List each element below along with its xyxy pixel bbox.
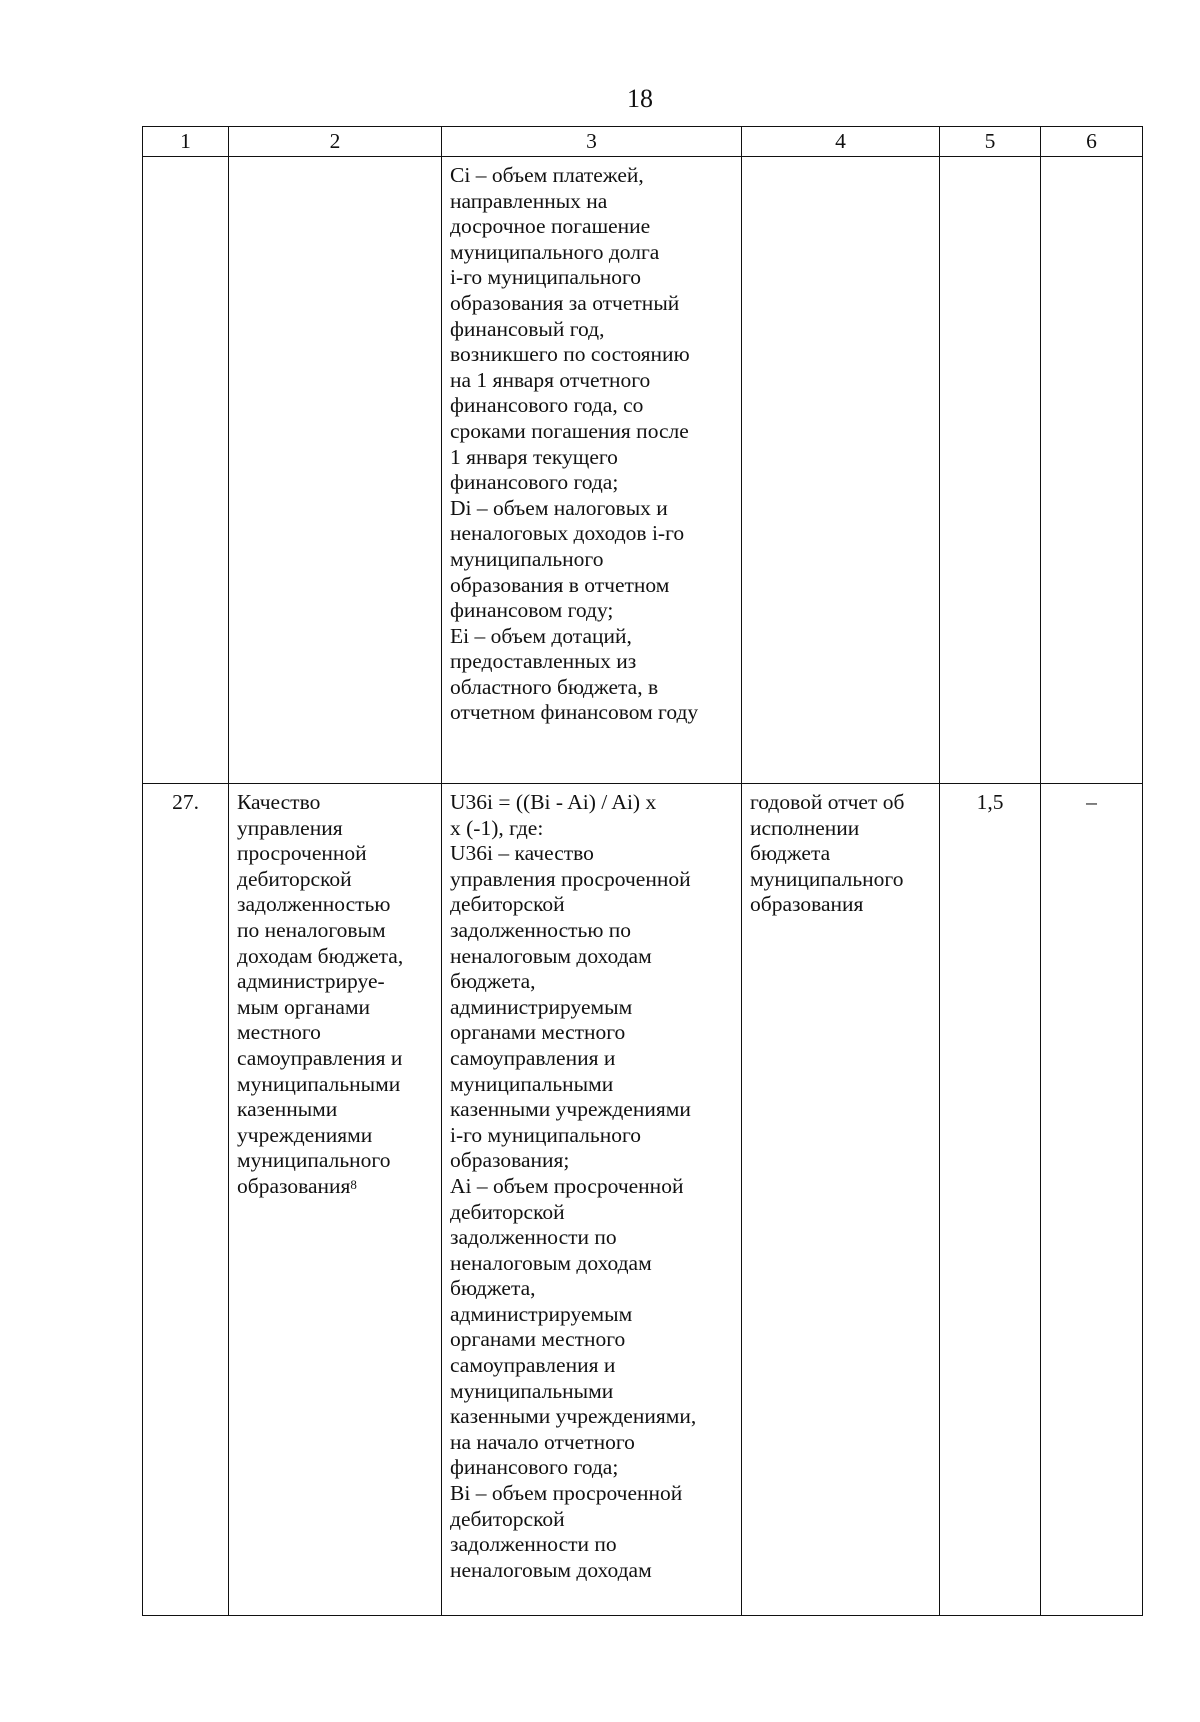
source-text: [750, 790, 933, 918]
text-line: бюджета,: [450, 969, 536, 994]
text-line: администрируемым: [450, 994, 633, 1019]
text-line: исполнении: [750, 815, 860, 840]
text-line: администрируемым: [450, 1301, 633, 1326]
cell-col6: [1041, 157, 1143, 784]
text-line: казенными учреждениями: [450, 1097, 691, 1122]
text-line: задолженности по: [450, 1225, 617, 1250]
text-line: сроками погашения после: [450, 418, 689, 443]
text-line: предоставленных из: [450, 649, 637, 674]
table-row-27: [143, 784, 1143, 1616]
text-line: муниципального: [450, 546, 604, 571]
text-line: учреждениями: [237, 1122, 373, 1147]
text-line: муниципальными: [237, 1071, 401, 1096]
text-line: задолженностью: [237, 892, 391, 917]
indicator-name-last-line: [237, 1174, 435, 1200]
text-line: бюджета,: [450, 1276, 536, 1301]
text-line: самоуправления и: [450, 1353, 616, 1378]
text-line: неналоговым доходам: [450, 1250, 652, 1275]
col6-value: –: [1041, 784, 1143, 1616]
text-line: образования в отчетном: [450, 572, 670, 597]
text-line: досрочное погашение: [450, 214, 651, 239]
text-line: Di – объем налоговых и: [450, 495, 668, 520]
weight-value: 1,5: [940, 784, 1041, 1616]
text-line: образования за отчетный: [450, 290, 680, 315]
text-line: финансового года, со: [450, 393, 644, 418]
text-line: Качество: [237, 790, 321, 814]
indicator-last-word: образования: [237, 1173, 351, 1198]
text-line: неналоговым доходам: [450, 943, 652, 968]
text-line: дебиторской: [450, 1199, 565, 1224]
text-line: финансового года;: [450, 1455, 619, 1480]
text-line: по неналоговым: [237, 917, 386, 942]
text-line: задолженности по: [450, 1532, 617, 1557]
text-line: задолженностью по: [450, 917, 632, 942]
text-line: муниципальными: [450, 1378, 614, 1403]
text-line: U36i = ((Bi - Ai) / Ai) x: [450, 790, 657, 814]
text-line: муниципального: [237, 1148, 391, 1173]
text-line: самоуправления и: [450, 1045, 616, 1070]
formula-text: [450, 790, 735, 1583]
text-line: мым органами: [237, 994, 371, 1019]
text-line: доходам бюджета,: [237, 943, 404, 968]
text-line: U36i – качество: [450, 841, 594, 866]
text-line: неналоговых доходов i-го: [450, 521, 685, 546]
text-line: i-го муниципального: [450, 265, 641, 290]
text-line: на 1 января отчетного: [450, 367, 651, 392]
footnote-mark: 8: [350, 1176, 357, 1192]
text-line: финансовый год,: [450, 316, 605, 341]
text-line: 1 января текущего: [450, 444, 618, 469]
text-line: органами местного: [450, 1020, 626, 1045]
row-number: 27.: [143, 784, 229, 1616]
text-line: Ci – объем платежей,: [450, 163, 644, 187]
text-line: дебиторской: [237, 866, 352, 891]
header-col-1: 1: [143, 127, 229, 157]
text-line: муниципального долга: [450, 239, 660, 264]
text-line: неналоговым доходам: [450, 1557, 652, 1582]
text-line: i-го муниципального: [450, 1122, 641, 1147]
header-col-4: 4: [742, 127, 940, 157]
header-col-3: 3: [442, 127, 742, 157]
text-line: образования: [750, 892, 864, 917]
header-col-5: 5: [940, 127, 1041, 157]
text-line: образования;: [450, 1148, 570, 1173]
text-line: возникшего по состоянию: [450, 342, 690, 367]
indicators-table: [142, 126, 1143, 1616]
source-cell: [742, 784, 940, 1616]
text-line: бюджета: [750, 841, 831, 866]
text-line: дебиторской: [450, 892, 565, 917]
text-line: муниципального: [750, 866, 904, 891]
cell-number: [143, 157, 229, 784]
cell-indicator: [229, 157, 442, 784]
text-line: администрируе-: [237, 969, 385, 994]
text-line: казенными учреждениями,: [450, 1404, 697, 1429]
text-line: финансового года;: [450, 470, 619, 495]
text-line: отчетном финансовом году: [450, 700, 699, 725]
text-line: x (-1), где:: [450, 815, 544, 840]
table-row-continuation: [143, 157, 1143, 784]
text-line: самоуправления и: [237, 1045, 403, 1070]
text-line: просроченной: [237, 841, 367, 866]
text-line: Ai – объем просроченной: [450, 1173, 684, 1198]
text-line: дебиторской: [450, 1506, 565, 1531]
text-line: финансовом году;: [450, 598, 614, 623]
indicator-name-cell: [229, 784, 442, 1616]
text-line: управления просроченной: [450, 866, 691, 891]
text-line: областного бюджета, в: [450, 674, 659, 699]
cell-formula: [442, 157, 742, 784]
text-line: местного: [237, 1020, 321, 1045]
text-line: управления: [237, 815, 343, 840]
page-number: 18: [627, 84, 653, 113]
text-line: Bi – объем просроченной: [450, 1481, 683, 1506]
cell-weight: [940, 157, 1041, 784]
formula-text: [450, 163, 735, 726]
text-line: на начало отчетного: [450, 1429, 635, 1454]
header-col-6: 6: [1041, 127, 1143, 157]
text-line: годовой отчет об: [750, 790, 905, 814]
text-line: казенными: [237, 1097, 338, 1122]
text-line: направленных на: [450, 188, 608, 213]
formula-cell: [442, 784, 742, 1616]
text-line: Ei – объем дотаций,: [450, 623, 632, 648]
cell-source: [742, 157, 940, 784]
header-row: [143, 127, 1143, 157]
indicator-name: [237, 790, 435, 1174]
text-line: органами местного: [450, 1327, 626, 1352]
text-line: муниципальными: [450, 1071, 614, 1096]
header-col-2: 2: [229, 127, 442, 157]
